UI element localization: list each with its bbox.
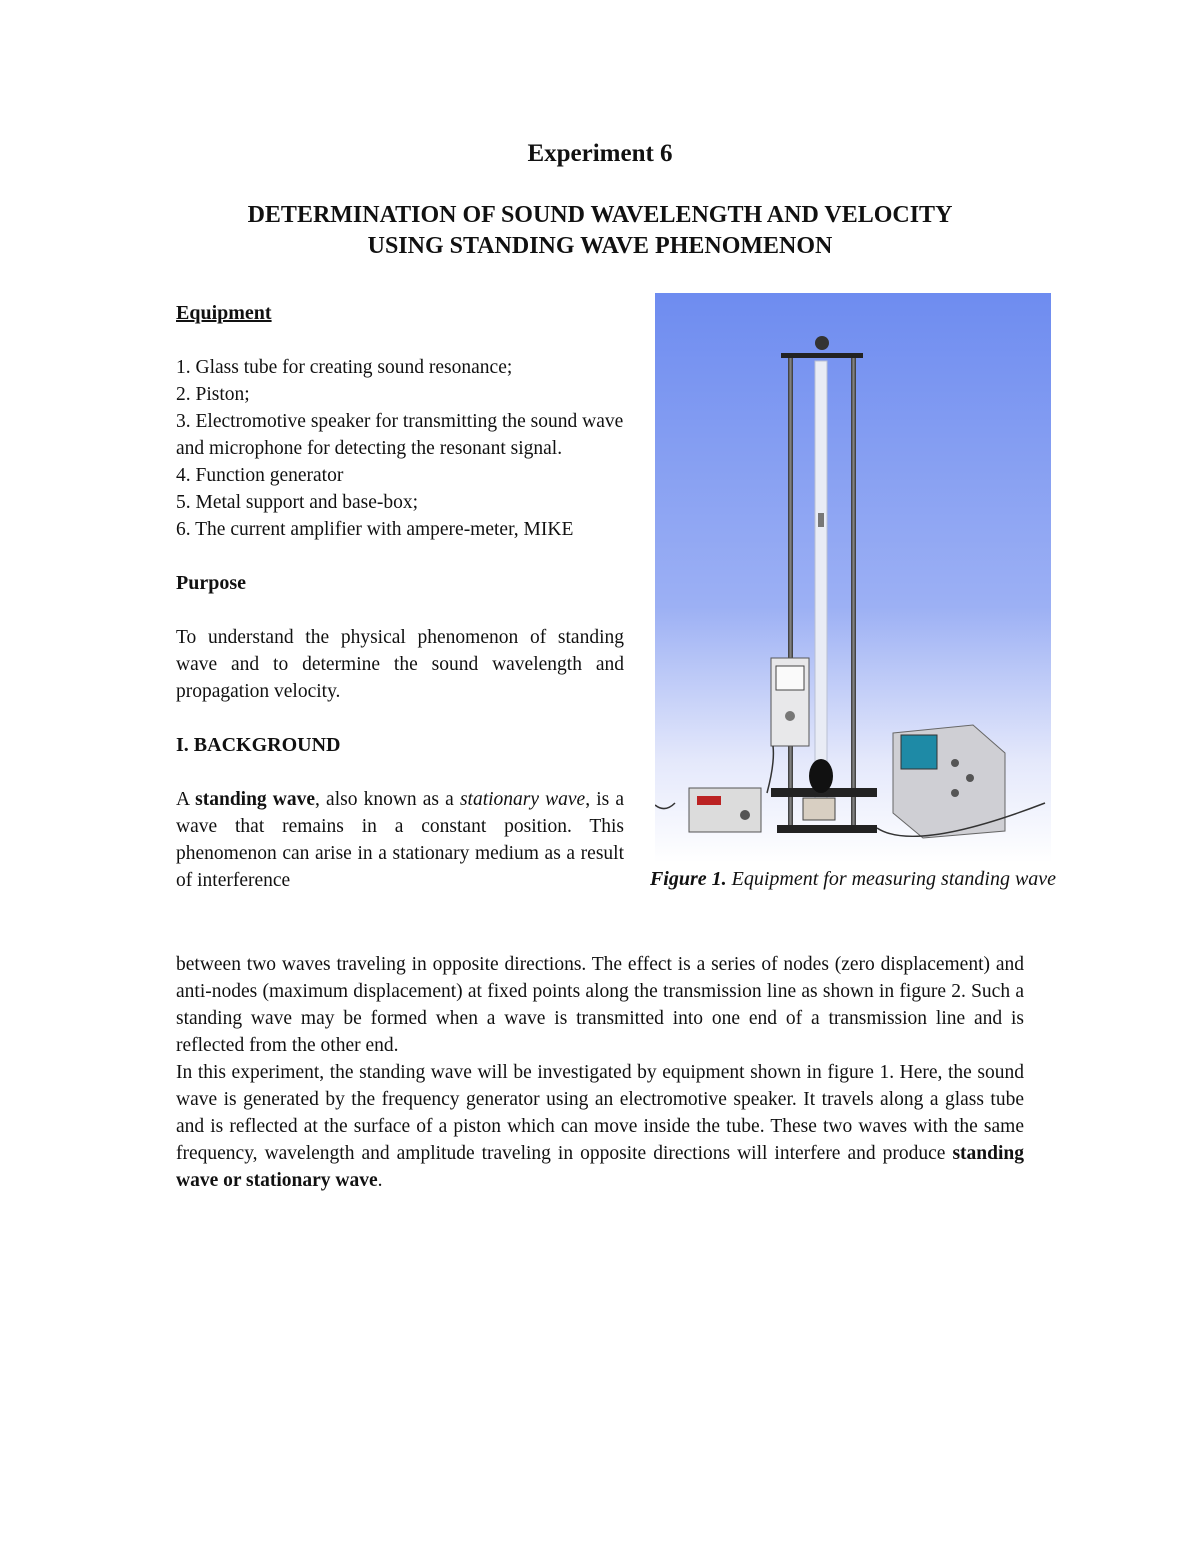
- equipment-photo: [655, 293, 1051, 863]
- background-body: [176, 951, 1024, 1194]
- equipment-item: 3. Electromotive speaker for transmitting the sound wave and microphone for detecting the resonant signal.: [176, 411, 624, 459]
- figure-caption-text: Equipment for measuring standing wave: [726, 868, 1057, 890]
- figure-caption: [640, 866, 1066, 893]
- background-paragraph-1: between two waves traveling in opposite directions. The effect is a series of nodes (zero displacement) and anti-nodes (maximum displacement) at fixed points along the transmission line as shown in figure 2. Such a standing wave may be formed when a wave is transmitted into one end of a transmission line and is reflected from the other end.: [176, 954, 1024, 1056]
- background-paragraph-intro: A standing wave, also known as a stationary wave, is a wave that remains in a constant position. This phenomenon can arise in a stationary medium as a result of interference: [176, 789, 624, 891]
- background-heading: I. BACKGROUND: [176, 734, 341, 756]
- equipment-item: 6. The current amplifier with ampere-meter, MIKE: [176, 519, 574, 540]
- purpose-heading: Purpose: [176, 572, 246, 594]
- equipment-list: [176, 354, 624, 543]
- experiment-number: Experiment 6: [527, 140, 673, 167]
- equipment-item: 2. Piston;: [176, 384, 250, 405]
- left-column: [176, 300, 624, 894]
- equipment-item: 4. Function generator: [176, 465, 344, 486]
- purpose-text: To understand the physical phenomenon of standing wave and to determine the sound wavelength and propagation velocity.: [176, 627, 624, 702]
- title-line-2: USING STANDING WAVE PHENOMENON: [367, 233, 833, 259]
- figure-label: Figure 1.: [649, 868, 727, 890]
- equipment-heading: Equipment: [176, 302, 272, 324]
- page-title: [0, 200, 1200, 262]
- background-paragraph-2: In this experiment, the standing wave will be investigated by equipment shown in figure 1. Here, the sound wave is generated by the frequency generator using an electromotive speaker. It travels along a glass tube and is reflected at the surface of a piston which can move inside the tube. These two waves with the same frequency, wavelength and amplitude traveling in opposite directions will interfere and produce standing wave or stationary wave.: [176, 1062, 1024, 1191]
- title-line-1: DETERMINATION OF SOUND WAVELENGTH AND VELOCITY: [247, 202, 953, 228]
- equipment-item: 5. Metal support and base-box;: [176, 492, 419, 513]
- equipment-item: 1. Glass tube for creating sound resonance;: [176, 357, 513, 378]
